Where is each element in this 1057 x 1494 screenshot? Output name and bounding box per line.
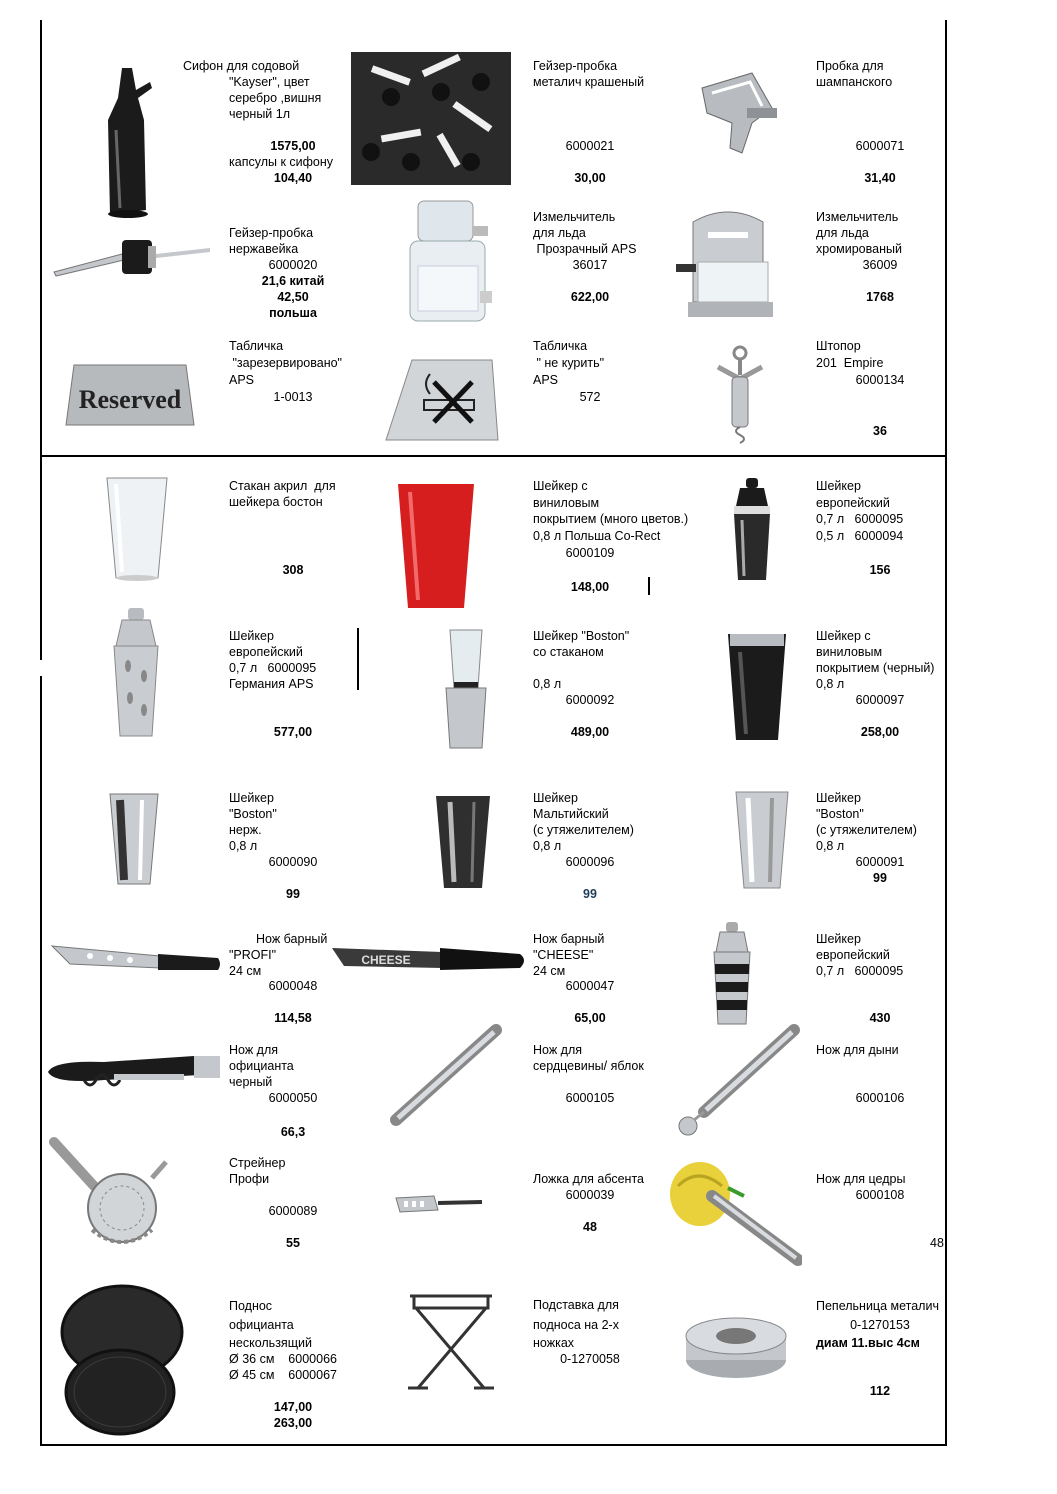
siphon-line-1: "Kayser", цвет [229, 75, 310, 89]
strainer-price: 55 [286, 1236, 300, 1250]
tray-price-0: 147,00 [273, 1400, 313, 1414]
knife-cheese-image [330, 942, 530, 976]
euro-shaker-1-line-0: Шейкер [816, 479, 861, 493]
geyser-painted-line-0: Гейзер-пробка [533, 59, 618, 73]
geyser-steel-price-0: 21,6 китай [261, 274, 325, 288]
boston-glass-line-1: со стаканом [533, 645, 604, 659]
ice-crusher-clear-line-1: для льда [533, 226, 586, 240]
corkscrew-line-1: 201 Empire [816, 356, 884, 370]
knife-profi-line-3: 6000048 [268, 979, 318, 993]
corkscrew-price: 36 [873, 424, 887, 438]
page-number: 48 [930, 1236, 944, 1250]
sign-no-smoking-line-3: 572 [579, 390, 601, 404]
vinyl-shaker-line-2: покрытием (много цветов.) [533, 512, 689, 526]
tray-line-1: официанта [229, 1318, 294, 1332]
tray-line-4: Ø 45 см 6000067 [229, 1368, 337, 1382]
ice-crusher-clear-line-3: 36017 [572, 258, 608, 272]
ice-crusher-chrome-line-3: 36009 [862, 258, 898, 272]
zester-image [668, 1156, 802, 1266]
geyser-painted-price: 30,00 [574, 171, 606, 185]
corkscrew-line-0: Штопор [816, 339, 861, 353]
euro-shaker-3-line-2: 0,7 л 6000095 [816, 964, 904, 978]
boston-steel-line-1: "Boston" [229, 807, 277, 821]
sign-reserved-line-2: APS [229, 373, 255, 387]
knife-profi-image [50, 942, 224, 982]
champagne-price: 31,40 [864, 171, 896, 185]
siphon-line-0: Сифон для содовой [183, 59, 300, 73]
champagne-line-1: шампанского [816, 75, 893, 89]
champagne-code: 6000071 [855, 139, 905, 153]
maltese-line-0: Шейкер [533, 791, 578, 805]
knife-cheese-line-3: 6000047 [565, 979, 615, 993]
boston-glass-line-4: 6000092 [565, 693, 615, 707]
tray-line-2: нескользящий [229, 1336, 312, 1350]
ashtray-price: 112 [869, 1384, 891, 1398]
melon-baller-line-3: 6000106 [855, 1091, 905, 1105]
ashtray-image [680, 1300, 792, 1384]
tray-stand-line-2: ножках [533, 1336, 575, 1350]
waiter-knife-line-0: Нож для [229, 1043, 279, 1057]
geyser-steel-price-2: польша [269, 306, 317, 320]
euro-shaker-3-price: 430 [869, 1011, 891, 1025]
strainer-line-1: Профи [229, 1172, 270, 1186]
euro-shaker-1-image [728, 476, 776, 584]
vinyl-black-line-2: покрытием (черный) [816, 661, 935, 675]
melon-baller-line-0: Нож для дыни [816, 1043, 899, 1057]
siphon-image [92, 60, 164, 220]
ice-crusher-clear-line-2: Прозрачный APS [533, 242, 637, 256]
vinyl-black-line-3: 0,8 л [816, 677, 845, 691]
maltese-shaker-image [432, 794, 494, 890]
boston-steel-line-2: нерж. [229, 823, 262, 837]
knife-cheese-line-0: Нож барный [533, 932, 605, 946]
boston-glass-shaker-image [440, 628, 492, 750]
knife-profi-line-2: 24 см [229, 964, 262, 978]
no-smoking-sign-image [382, 352, 502, 444]
absinthe-spoon-price: 48 [583, 1220, 597, 1234]
champagne-line-0: Пробка для [816, 59, 884, 73]
geyser-steel-line-2: 6000020 [268, 258, 318, 272]
stray-mark-1 [648, 577, 650, 595]
melon-baller-image [672, 1024, 802, 1138]
geyser-steel-image [52, 232, 212, 282]
ashtray-line-1: 0-1270153 [850, 1318, 910, 1332]
knife-cheese-price: 65,00 [574, 1011, 606, 1025]
waiter-knife-line-3: 6000050 [268, 1091, 318, 1105]
absinthe-spoon-line-0: Ложка для абсента [533, 1172, 644, 1186]
boston-glass-line-0: Шейкер "Boston" [533, 629, 630, 643]
euro-shaker-2-price: 577,00 [273, 725, 313, 739]
tray-line-0: Поднос [229, 1299, 273, 1313]
euro-shaker-3-line-0: Шейкер [816, 932, 861, 946]
reserved-sign-image [60, 350, 200, 430]
sign-reserved-line-3: 1-0013 [273, 390, 313, 404]
vinyl-black-price: 258,00 [860, 725, 900, 739]
stray-mark-2 [357, 628, 359, 690]
strainer-image [48, 1134, 172, 1248]
frame-left-line [40, 20, 42, 660]
zester-line-0: Нож для цедры [816, 1172, 906, 1186]
knife-profi-line-0: Нож барный [256, 932, 328, 946]
tray-stand-line-0: Подставка для [533, 1298, 619, 1312]
ashtray-bold-line: диам 11.выс 4см [816, 1336, 920, 1350]
euro-shaker-2-line-2: 0,7 л 6000095 [229, 661, 317, 675]
vinyl-shaker-image [394, 480, 478, 612]
geyser-steel-price-1: 42,50 [277, 290, 309, 304]
vinyl-black-line-0: Шейкер с [816, 629, 871, 643]
apple-corer-line-3: 6000105 [565, 1091, 615, 1105]
boston-glass-price: 489,00 [570, 725, 610, 739]
maltese-line-4: 6000096 [565, 855, 615, 869]
sign-no-smoking-line-0: Табличка [533, 339, 588, 353]
boston-steel-image [106, 792, 162, 886]
ashtray-line-0: Пепельница металич [816, 1299, 939, 1313]
acryl-glass-line-0: Стакан акрил для [229, 479, 336, 493]
vinyl-shaker-price: 148,00 [570, 580, 610, 594]
boston-steel-line-0: Шейкер [229, 791, 274, 805]
strainer-line-3: 6000089 [268, 1204, 318, 1218]
knife-cheese-line-1: "CHEESE" [533, 948, 594, 962]
waiter-knife-image [44, 1050, 224, 1094]
geyser-painted-line-1: металич крашеный [533, 75, 645, 89]
vinyl-black-line-4: 6000097 [855, 693, 905, 707]
cheese-knife-text: CHEESE [361, 953, 411, 967]
ice-crusher-chrome-line-0: Измельчитель [816, 210, 899, 224]
ice-crusher-chrome-line-1: для льда [816, 226, 869, 240]
ice-crusher-chrome-line-2: хромированый [816, 242, 902, 256]
corkscrew-line-2: 6000134 [855, 373, 905, 387]
boston-weighted-line-2: (с утяжелителем) [816, 823, 917, 837]
sign-no-smoking-line-1: " не курить" [533, 356, 605, 370]
frame-right-line [945, 20, 947, 1446]
sign-no-smoking-line-2: APS [533, 373, 559, 387]
tray-line-3: Ø 36 см 6000066 [229, 1352, 337, 1366]
sign-reserved-line-0: Табличка [229, 339, 284, 353]
boston-weighted-line-1: "Boston" [816, 807, 864, 821]
siphon-price: 1575,00 [270, 139, 316, 153]
boston-weighted-line-4: 6000091 [855, 855, 905, 869]
champagne-stopper-image [692, 68, 782, 158]
vinyl-black-image [724, 630, 790, 744]
ice-crusher-chrome-image [668, 202, 788, 327]
frame-left-line-2 [40, 676, 42, 1446]
euro-shaker-1-line-3: 0,5 л 6000094 [816, 529, 904, 543]
tray-image [58, 1282, 186, 1438]
acryl-glass-image [104, 474, 170, 584]
geyser-painted-code: 6000021 [565, 139, 615, 153]
siphon-line-3: черный 1л [229, 107, 291, 121]
ice-crusher-chrome-price: 1768 [866, 290, 894, 304]
maltese-price: 99 [583, 887, 597, 901]
euro-shaker-2-line-0: Шейкер [229, 629, 274, 643]
euro-shaker-1-line-1: европейский [816, 496, 890, 510]
siphon-extra-price: 104,40 [273, 171, 313, 185]
boston-weighted-line-3: 0,8 л [816, 839, 845, 853]
apple-corer-line-0: Нож для [533, 1043, 583, 1057]
euro-shaker-3-line-1: европейский [816, 948, 890, 962]
geyser-steel-line-0: Гейзер-пробка [229, 226, 314, 240]
euro-shaker-1-price: 156 [869, 563, 891, 577]
maltese-line-2: (с утяжелителем) [533, 823, 634, 837]
acryl-glass-line-1: шейкера бостон [229, 495, 323, 509]
knife-profi-price: 114,58 [274, 1011, 312, 1025]
ice-crusher-clear-image [398, 196, 498, 328]
knife-profi-line-1: "PROFI" [229, 948, 277, 962]
siphon-line-2: серебро ,вишня [229, 91, 322, 105]
maltese-line-3: 0,8 л [533, 839, 562, 853]
euro-shaker-2-line-1: европейский [229, 645, 303, 659]
boston-weighted-price: 99 [873, 871, 887, 885]
boston-steel-price: 99 [286, 887, 300, 901]
tray-stand-image [404, 1288, 498, 1392]
euro-shaker-2-line-3: Германия APS [229, 677, 314, 691]
vinyl-shaker-line-0: Шейкер с [533, 479, 588, 493]
waiter-knife-line-1: официанта [229, 1059, 294, 1073]
absinthe-spoon-image [394, 1192, 484, 1216]
frame-bottom-line [40, 1444, 947, 1446]
ice-crusher-clear-line-0: Измельчитель [533, 210, 616, 224]
frame-divider [40, 455, 947, 457]
acryl-glass-price: 308 [282, 563, 304, 577]
ice-crusher-clear-price: 622,00 [570, 290, 610, 304]
euro-shaker-2-image [108, 606, 164, 740]
geyser-steel-line-1: нержавейка [229, 242, 299, 256]
waiter-knife-line-2: черный [229, 1075, 273, 1089]
euro-shaker-1-line-2: 0,7 л 6000095 [816, 512, 904, 526]
absinthe-spoon-line-1: 6000039 [565, 1188, 615, 1202]
boston-steel-line-4: 6000090 [268, 855, 318, 869]
apple-corer-image [386, 1024, 506, 1132]
tray-stand-line-3: 0-1270058 [560, 1352, 620, 1366]
tray-price-1: 263,00 [273, 1416, 313, 1430]
siphon-extra: капсулы к сифону [229, 155, 334, 169]
vinyl-shaker-line-3: 0,8 л Польша Co-Rect [533, 529, 661, 543]
boston-glass-line-3: 0,8 л [533, 677, 562, 691]
reserved-sign-text: Reserved [78, 385, 182, 414]
vinyl-shaker-line-1: виниловым [533, 496, 600, 510]
sign-reserved-line-1: "зарезервировано" [229, 356, 342, 370]
boston-steel-line-3: 0,8 л [229, 839, 258, 853]
geyser-painted-image [351, 52, 511, 185]
strainer-line-0: Стрейнер [229, 1156, 286, 1170]
tray-stand-line-1: подноса на 2-х [533, 1318, 619, 1332]
corkscrew-image [712, 345, 768, 445]
boston-weighted-image [732, 790, 792, 890]
apple-corer-line-1: сердцевины/ яблок [533, 1059, 644, 1073]
vinyl-black-line-1: виниловым [816, 645, 883, 659]
waiter-knife-price: 66,3 [280, 1125, 306, 1139]
knife-cheese-line-2: 24 см [533, 964, 566, 978]
euro-shaker-3-image [710, 920, 754, 1026]
zester-line-1: 6000108 [855, 1188, 905, 1202]
vinyl-shaker-line-4: 6000109 [565, 546, 615, 560]
boston-weighted-line-0: Шейкер [816, 791, 861, 805]
maltese-line-1: Мальтийский [533, 807, 609, 821]
